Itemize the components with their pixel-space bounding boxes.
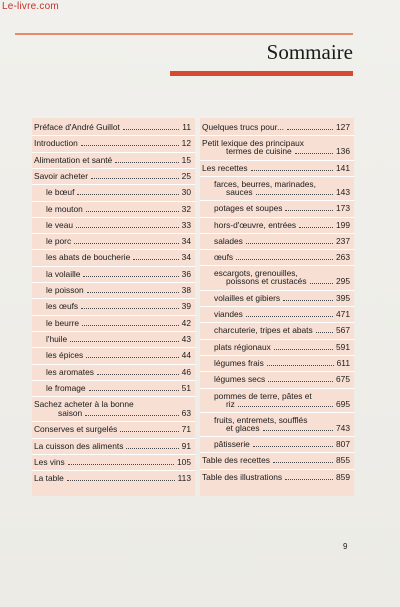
toc-entry-page: 675: [336, 374, 350, 385]
toc-entry-label: La cuisson des aliments: [34, 440, 124, 451]
toc-entry-label: légumes secs: [214, 374, 266, 385]
toc-entry-label: le poisson: [46, 285, 84, 295]
toc-entry-page: 743: [336, 422, 350, 433]
toc-entry-page: 567: [336, 325, 350, 336]
toc-entry-page: 51: [181, 382, 191, 393]
toc-entry-label: viandes: [214, 309, 243, 319]
page-title: Sommaire: [266, 40, 353, 64]
toc-entry-label-continued: sauces: [226, 186, 253, 197]
toc-entry-label: les épices: [46, 350, 84, 361]
toc-entry-page: 91: [181, 440, 191, 451]
dot-leader: [82, 324, 179, 326]
toc-entry: [200, 266, 354, 290]
dot-leader: [85, 414, 179, 416]
toc-entry: [32, 234, 195, 250]
toc-entry: [32, 283, 195, 299]
dot-leader: [263, 429, 333, 431]
toc-entry: [200, 120, 354, 136]
toc-entry-page: 695: [336, 398, 350, 409]
toc-entry-page: 263: [336, 252, 350, 263]
dot-leader: [123, 128, 179, 130]
toc-entry-page: 38: [181, 285, 191, 295]
toc-entry-label: escargots, grenouilles,: [214, 268, 298, 279]
toc-entry-page: 15: [181, 154, 191, 165]
toc-entry-label: fruits, entremets, soufflés: [214, 414, 308, 425]
toc-entry-page: 25: [181, 170, 191, 181]
toc-entry: [32, 153, 195, 169]
toc-entry: [200, 161, 354, 177]
toc-entry-page: 105: [177, 457, 191, 467]
toc-entry-page: 42: [181, 317, 191, 328]
dot-leader: [86, 210, 179, 212]
toc-entry-page: 46: [181, 366, 191, 377]
toc-entry-label-continued: saison: [58, 408, 83, 419]
toc-entry-page: 859: [336, 471, 350, 482]
toc-entry: [200, 389, 354, 413]
toc-entry-label-continued: poissons et crustacés: [226, 276, 307, 287]
toc-entry-label: le bœuf: [46, 187, 75, 198]
toc-entry-label: charcuterie, tripes et abats: [214, 325, 313, 336]
toc-entry-page: 43: [181, 333, 191, 344]
dot-leader: [253, 445, 333, 447]
toc-entry: [32, 267, 195, 283]
dot-leader: [274, 348, 333, 350]
toc-entry: [32, 471, 195, 487]
toc-entry-label: le beurre: [46, 317, 80, 328]
toc-entry: [200, 136, 354, 160]
dot-leader: [236, 258, 333, 260]
toc-entry-page: 33: [181, 219, 191, 230]
toc-entry: [200, 307, 354, 323]
toc-entry-label: Les vins: [34, 457, 65, 467]
dot-leader: [283, 299, 333, 301]
toc-entry-page: 807: [336, 439, 350, 450]
toc-entry: [32, 185, 195, 201]
toc-entry: [32, 169, 195, 185]
toc-entry: [200, 340, 354, 356]
toc-entry: [200, 291, 354, 307]
dot-leader: [115, 161, 179, 163]
toc-entry-page: 34: [181, 236, 191, 247]
title-rule: [170, 71, 353, 76]
dot-leader: [238, 405, 333, 407]
toc-entry-label: Préface d'André Guillot: [34, 122, 120, 132]
toc-entry: [32, 316, 195, 332]
toc-entry-page: 591: [336, 341, 350, 352]
toc-entry: [32, 299, 195, 315]
toc-entry: [200, 218, 354, 234]
toc-entry: [200, 201, 354, 217]
toc-entry-label: Introduction: [34, 138, 78, 149]
watermark-text: Le-livre.com: [2, 1, 59, 12]
toc-entry: [200, 356, 354, 372]
toc-entry-label: le fromage: [46, 382, 86, 393]
toc-entry-page: 71: [181, 424, 191, 435]
toc-entry-page: 34: [181, 252, 191, 263]
toc-entry-label: le mouton: [46, 203, 83, 214]
toc-entry-label: Table des recettes: [202, 455, 270, 466]
toc-entry: [32, 422, 195, 438]
dot-leader: [89, 389, 179, 391]
toc-entry-label: l'huile: [46, 333, 68, 344]
toc-entry-label: pommes de terre, pâtes et: [214, 390, 312, 401]
dot-leader: [70, 340, 179, 342]
toc-entry: [32, 381, 195, 397]
toc-entry-label: la volaille: [46, 268, 81, 279]
toc-entry-page: 39: [181, 301, 191, 312]
toc-entry-label: plats régionaux: [214, 341, 271, 352]
toc-entry: [32, 218, 195, 234]
toc-entry-label: le porc: [46, 236, 72, 247]
toc-entry-label-continued: riz: [226, 398, 235, 409]
dot-leader: [83, 275, 179, 277]
toc-entry: [200, 470, 354, 486]
toc-entry-page: 143: [336, 186, 350, 197]
toc-entry: [200, 177, 354, 201]
dot-leader: [77, 193, 179, 195]
dot-leader: [310, 282, 333, 284]
toc-entry: [200, 437, 354, 453]
toc-entry-page: 12: [181, 138, 191, 149]
toc-entry-page: 471: [336, 309, 350, 319]
toc-entry-label: les abats de boucherie: [46, 252, 131, 263]
toc-entry-page: 136: [336, 146, 350, 157]
toc-entry: [200, 323, 354, 339]
toc-entry: [32, 136, 195, 152]
dot-leader: [74, 242, 179, 244]
toc-entry: [200, 372, 354, 388]
dot-leader: [76, 226, 179, 228]
dot-leader: [251, 169, 333, 171]
toc-entry: [32, 365, 195, 381]
toc-entry-page: 395: [336, 292, 350, 303]
toc-entry-page: 141: [336, 162, 350, 173]
dot-leader: [91, 177, 179, 179]
dot-leader: [285, 209, 333, 211]
toc-entry-label: légumes frais: [214, 357, 264, 368]
toc-entry-label: les œufs: [46, 301, 79, 312]
dot-leader: [87, 291, 179, 293]
toc-column-left: [32, 118, 195, 496]
dot-leader: [81, 144, 179, 146]
dot-leader: [67, 479, 175, 481]
toc-entry-page: 237: [336, 235, 350, 246]
page-number: 9: [343, 542, 348, 551]
toc-entry-page: 44: [181, 350, 191, 361]
toc-entry-label: les aromates: [46, 366, 94, 377]
dot-leader: [295, 152, 333, 154]
dot-leader: [299, 226, 333, 228]
dot-leader: [86, 356, 179, 358]
toc-entry-label: La table: [34, 473, 64, 484]
toc-entry: [32, 202, 195, 218]
toc-entry-label: Sachez acheter à la bonne: [34, 399, 134, 410]
toc-entry-page: 63: [181, 408, 191, 419]
toc-entry-page: 295: [336, 276, 350, 287]
top-rule: [15, 33, 353, 35]
toc-entry-label: Alimentation et santé: [34, 154, 113, 165]
toc-entry-label: pâtisserie: [214, 439, 250, 450]
toc-entry-label: potages et soupes: [214, 203, 283, 214]
toc-entry: [32, 455, 195, 471]
toc-entry: [200, 413, 354, 437]
toc-entry: [32, 397, 195, 422]
dot-leader: [285, 478, 333, 480]
toc-column-right: [200, 118, 354, 496]
toc-entry: [32, 439, 195, 455]
toc-entry: [32, 250, 195, 266]
toc-entry-label: Conserves et surgelés: [34, 424, 118, 435]
dot-leader: [97, 373, 179, 375]
toc-entry-label: farces, beurres, marinades,: [214, 178, 316, 189]
toc-entry-label: Table des illustrations: [202, 471, 283, 482]
toc-entry-page: 30: [181, 187, 191, 198]
toc-entry: [32, 332, 195, 348]
dot-leader: [256, 193, 333, 195]
toc-entry-label: hors-d'œuvre, entrées: [214, 219, 297, 230]
dot-leader: [287, 128, 333, 130]
toc-entry-page: 36: [181, 268, 191, 279]
toc-entry-label: salades: [214, 235, 243, 246]
toc-entry-label: Savoir acheter: [34, 170, 88, 181]
dot-leader: [68, 463, 174, 465]
toc-entry: [200, 453, 354, 469]
dot-leader: [126, 447, 179, 449]
dot-leader: [81, 307, 179, 309]
toc-entry-label: Les recettes: [202, 162, 248, 173]
toc-entry-label: Quelques trucs pour...: [202, 122, 284, 132]
dot-leader: [316, 331, 333, 333]
dot-leader: [120, 430, 179, 432]
toc-entry-label-continued: termes de cuisine: [226, 146, 292, 157]
dot-leader: [133, 258, 179, 260]
toc-entry-page: 11: [182, 122, 191, 132]
dot-leader: [268, 380, 333, 382]
dot-leader: [273, 461, 333, 463]
toc-entry-label-continued: et glaces: [226, 422, 260, 433]
toc-entry-page: 127: [336, 122, 350, 132]
toc-entry: [200, 234, 354, 250]
toc-entry-label: volailles et gibiers: [214, 292, 281, 303]
dot-leader: [246, 242, 333, 244]
toc-entry-label: Petit lexique des principaux: [202, 138, 304, 149]
toc-entry: [32, 348, 195, 364]
toc-entry-page: 32: [181, 203, 191, 214]
toc-entry-label: œufs: [214, 252, 234, 263]
dot-leader: [246, 315, 333, 317]
toc-entry: [200, 250, 354, 266]
toc-entry-page: 173: [336, 203, 350, 214]
toc-entry-page: 113: [177, 473, 191, 484]
toc-entry: [32, 120, 195, 136]
toc-entry-page: 855: [336, 455, 350, 466]
toc-entry-label: le veau: [46, 219, 74, 230]
toc-entry-page: 611: [336, 357, 350, 368]
dot-leader: [267, 364, 334, 366]
toc-entry-page: 199: [336, 219, 350, 230]
